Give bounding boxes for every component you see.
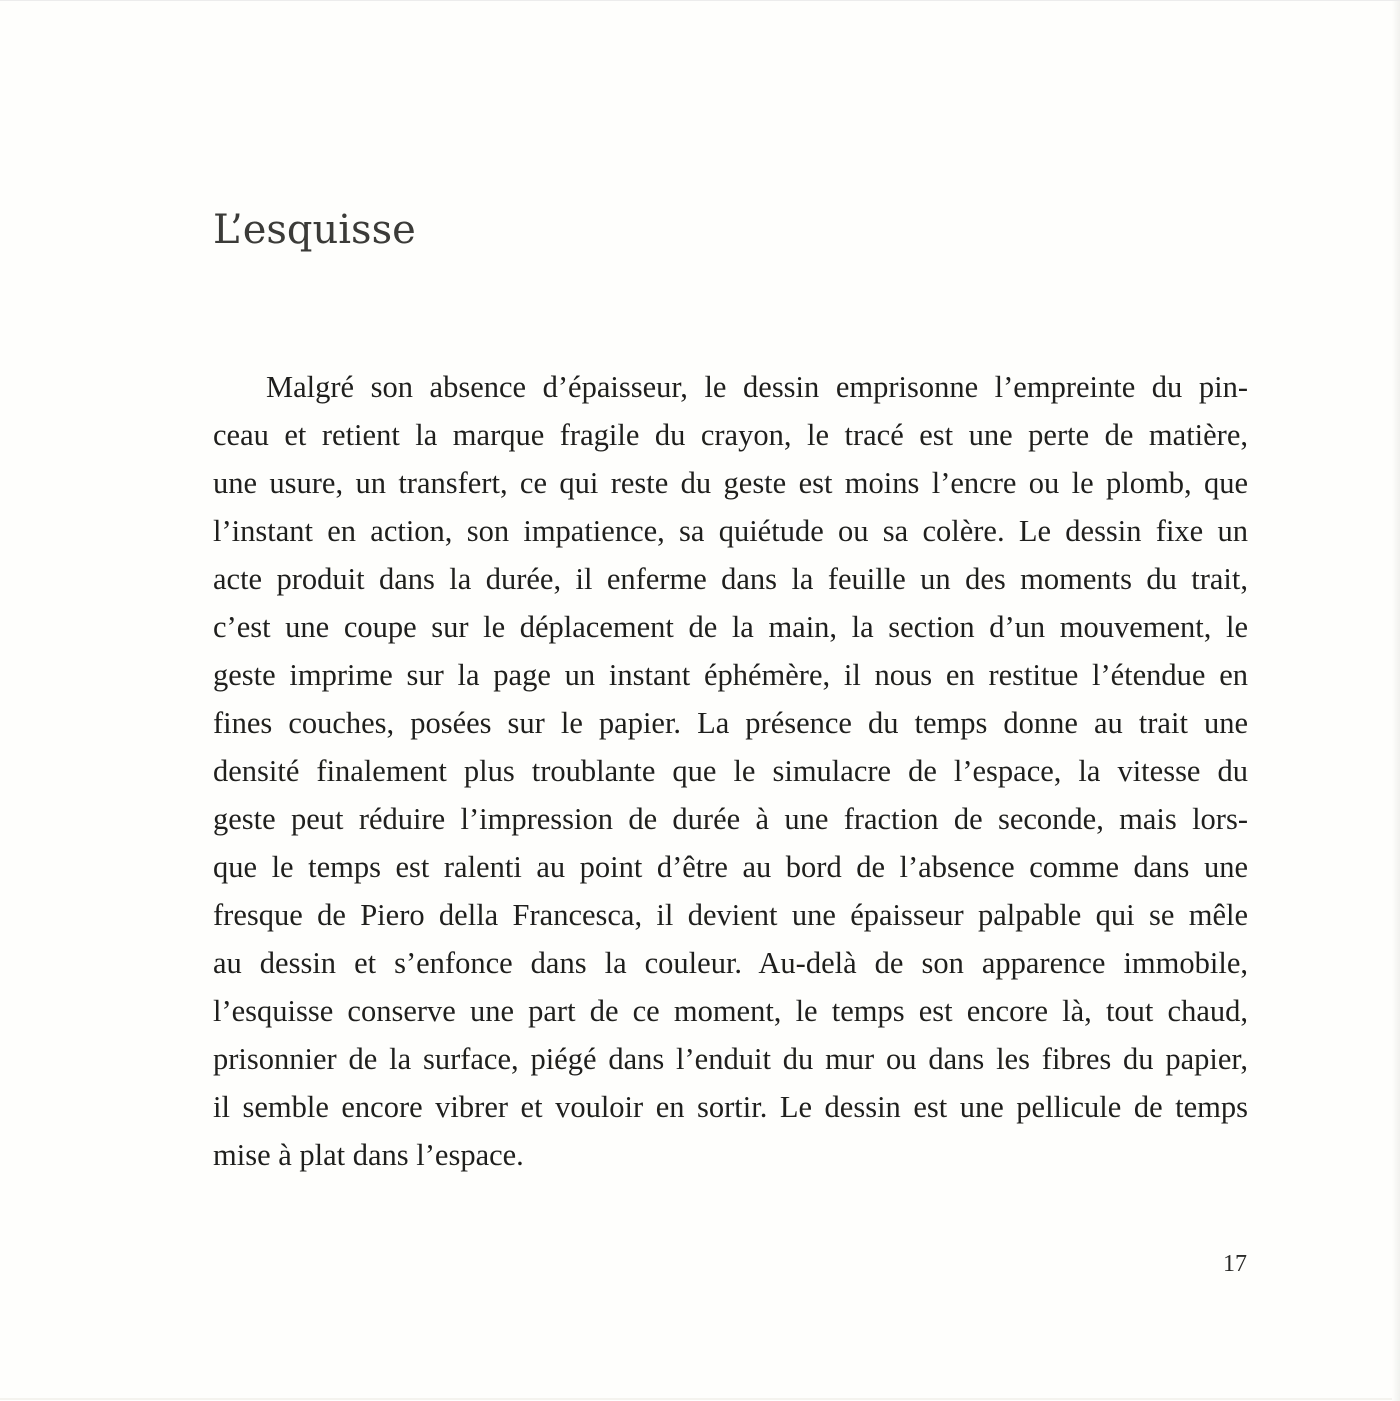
text-line: l’esquisse conserve une part de ce moment, le temps est encore là, tout chaud, (213, 994, 1248, 1028)
text-line: densité finalement plus troublante que le simulacre de l’espace, la vitesse du (213, 754, 1248, 788)
text-line: il semble encore vibrer et vouloir en sortir. Le dessin est une pellicule de temps (213, 1090, 1248, 1124)
text-line: Malgré son absence d’épaisseur, le dessin emprisonne l’empreinte du pin- (266, 370, 1248, 404)
chapter-title: L’esquisse (213, 207, 416, 253)
text-line: prisonnier de la surface, piégé dans l’enduit du mur ou dans les fibres du papier, (213, 1042, 1248, 1076)
text-line: mise à plat dans l’espace. (213, 1138, 524, 1172)
text-line: que le temps est ralenti au point d’être au bord de l’absence comme dans une (213, 850, 1248, 884)
text-line: fresque de Piero della Francesca, il devient une épaisseur palpable qui se mêle (213, 898, 1248, 932)
text-line: c’est une coupe sur le déplacement de la main, la section d’un mouvement, le (213, 610, 1248, 644)
text-line: ceau et retient la marque fragile du crayon, le tracé est une perte de matière, (213, 418, 1248, 452)
text-line: geste peut réduire l’impression de durée à une fraction de seconde, mais lors- (213, 802, 1248, 836)
text-line: l’instant en action, son impatience, sa quiétude ou sa colère. Le dessin fixe un (213, 514, 1248, 548)
text-line: au dessin et s’enfonce dans la couleur. Au-delà de son apparence immobile, (213, 946, 1248, 980)
text-line: geste imprime sur la page un instant éphémère, il nous en restitue l’étendue en (213, 658, 1248, 692)
text-line: fines couches, posées sur le papier. La présence du temps donne au trait une (213, 706, 1248, 740)
page-edge-shadow (1392, 1, 1400, 1401)
text-line: acte produit dans la durée, il enferme dans la feuille un des moments du trait, (213, 562, 1248, 596)
page-number: 17 (1223, 1251, 1247, 1277)
text-line: une usure, un transfert, ce qui reste du geste est moins l’encre ou le plomb, que (213, 466, 1248, 500)
body-paragraph (213, 363, 1248, 1179)
